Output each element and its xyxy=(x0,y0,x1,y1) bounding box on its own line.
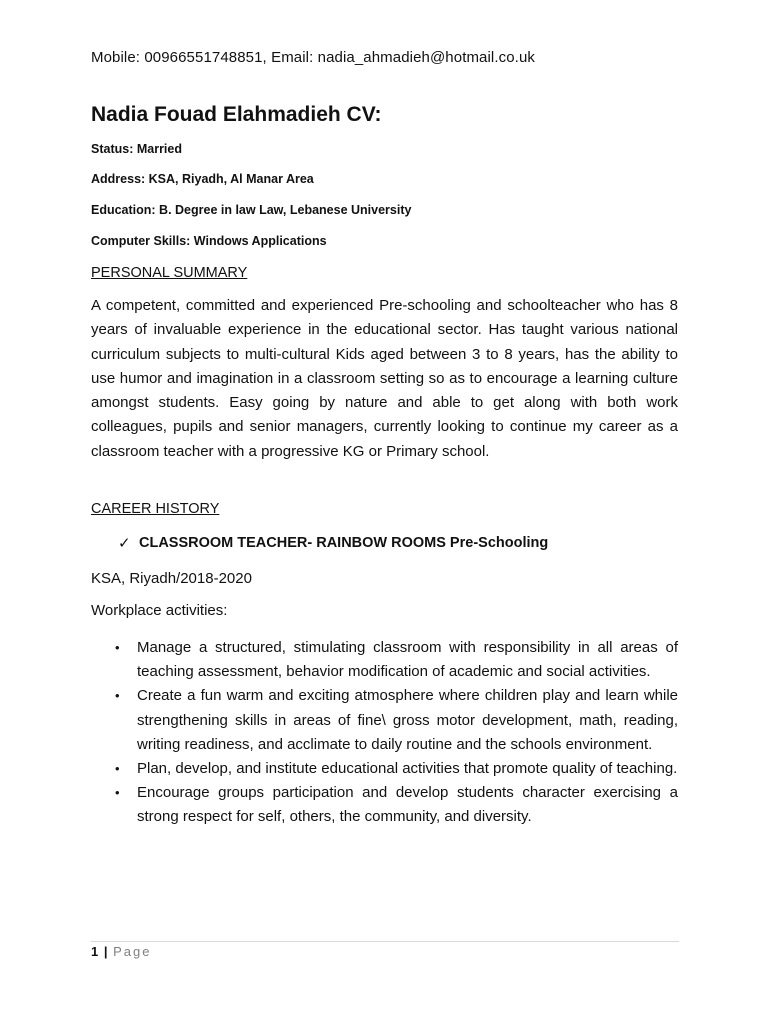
email-address: nadia_ahmadieh@hotmail.co.uk xyxy=(317,49,535,66)
footer-divider xyxy=(91,941,679,942)
footer-separator: | xyxy=(103,944,108,959)
page-number: 1 xyxy=(91,944,99,959)
list-item xyxy=(113,781,678,829)
activity-text: Encourage groups participation and develop students character exercising a strong respect for self, others, the community, and diversity. xyxy=(137,784,678,826)
education-line: Education: B. Degree in law Law, Lebanese University xyxy=(91,203,412,217)
activity-text: Plan, develop, and institute educational activities that promote quality of teaching. xyxy=(137,760,678,778)
career-history-heading: CAREER HISTORY xyxy=(91,501,220,517)
personal-summary-heading: PERSONAL SUMMARY xyxy=(91,265,248,281)
contact-line xyxy=(91,49,535,66)
activities-label: Workplace activities: xyxy=(91,602,228,619)
bullet-icon: • xyxy=(115,688,120,704)
bullet-icon: • xyxy=(115,761,120,777)
checkmark-icon: ✓ xyxy=(118,535,131,552)
activities-list xyxy=(113,636,678,830)
mobile-number: 00966551748851, xyxy=(144,49,267,66)
page-footer xyxy=(91,944,152,959)
job-location: KSA, Riyadh/2018-2020 xyxy=(91,570,252,587)
address-line: Address: KSA, Riyadh, Al Manar Area xyxy=(91,172,314,186)
personal-summary-text: A competent, committed and experienced Pre-schooling and schoolteacher who has 8 years of invaluable experience in the educational sector. Has taught various national curriculum subjects to multi-cultural Kids aged between 3 to 8 years, has the ability to use humor and imagination in a classroom setting so as to encourage a learning culture amongst students. Easy going by nature and able to get along with both work colleagues, pupils and senior managers, currently looking to continue my career as a classroom teacher with a progressive KG or Primary school. xyxy=(91,297,678,460)
email-label: Email: xyxy=(271,49,314,66)
activity-text: Create a fun warm and exciting atmosphere where children play and learn while strengthening skills in areas of fine\ gross motor development, math, reading, writing readiness, and acclimate to daily routine and the schools environment. xyxy=(137,687,678,753)
activity-text: Manage a structured, stimulating classroom with responsibility in all areas of teaching assessment, behavior modification of academic and social activities. xyxy=(137,639,678,681)
list-item xyxy=(113,684,678,757)
page-label: Page xyxy=(113,944,152,959)
job-entry xyxy=(118,534,548,552)
job-title: CLASSROOM TEACHER- RAINBOW ROOMS Pre-Schooling xyxy=(139,535,549,551)
list-item xyxy=(113,636,678,684)
bullet-icon: • xyxy=(115,640,120,655)
skills-line: Computer Skills: Windows Applications xyxy=(91,234,327,248)
cv-title: Nadia Fouad Elahmadieh CV: xyxy=(91,103,382,126)
status-line: Status: Married xyxy=(91,142,182,156)
bullet-icon: • xyxy=(115,785,120,801)
list-item xyxy=(113,757,678,781)
mobile-label: Mobile: xyxy=(91,49,141,66)
